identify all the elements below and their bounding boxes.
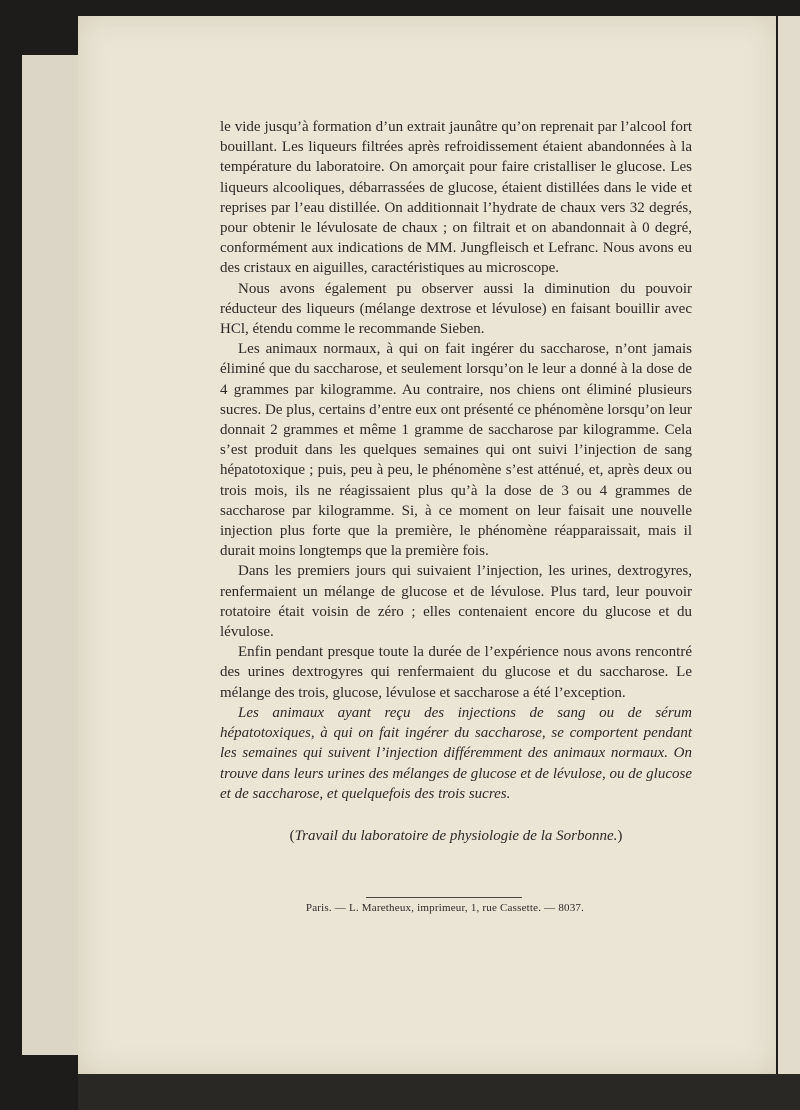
body-text [220, 117, 692, 846]
facing-page-edge [778, 16, 800, 1074]
imprint-divider [366, 897, 522, 898]
credit-close-paren: ) [617, 827, 623, 844]
paragraph: Dans les premiers jours qui suivaient l’injection, les urines, dextrogyres, renfermaient un mélange de glucose et de lévulose. Plus tard, leur pouvoir rotatoire était voisin de zéro ; elles contenaient encore du glucose et du lévulose. [220, 563, 692, 641]
paragraph: Nous avons également pu observer aussi la diminution du pouvoir réducteur des liqueurs (mélange dextrose et lévulose) en faisant bouillir avec HCl, étendu comme le recommande Sieben. [220, 280, 692, 338]
laboratory-credit [220, 826, 692, 846]
paragraph: Enfin pendant presque toute la durée de l’expérience nous avons rencontré des urines dextrogyres qui renfermaient du glucose et du saccharose. Le mélange des trois, glucose, lévulose et saccharose a été l’exception. [220, 644, 692, 701]
paragraph: le vide jusqu’à formation d’un extrait jaunâtre qu’on reprenait par l’alcool fort bouillant. Les liqueurs filtrées après refroidissement étaient abandonnées à la température du laboratoire. On amorçait pour faire cristalliser le glucose. Les liqueurs alcooliques, débarrassées de glucose, étaient distillées dans le vide et reprises par l’eau distillée. On additionnait l’hydrate de chaux vers 32 degrés, pour obtenir le lévulosate de chaux ; on filtrait et on abandonnait à 0 degré, conformément aux indications de MM. Jungfleisch et Lefranc. Nous avons eu des cristaux en aiguilles, caractéristiques au microscope. [220, 119, 692, 277]
credit-open-paren: ( [289, 827, 295, 844]
scan-border [78, 1074, 800, 1110]
paragraph: Les animaux normaux, à qui on fait ingérer du saccharose, n’ont jamais éliminé que du saccharose, et seulement lorsqu’on le leur a donné à la dose de 4 grammes par kilogramme. Au contraire, nos chiens ont éliminé plusieurs sucres. De plus, certains d’entre eux ont présenté ce phénomène lorsqu’on leur donnait 2 grammes et même 1 gramme de saccharose par kilogramme. Cela s’est produit dans les quelques semaines qui ont suivi l’injection de sang hépatotoxique ; puis, peu à peu, le phénomène s’est atténué, et, après deux ou trois mois, ils ne réagissaient plus qu’à la dose de 3 ou 4 grammes de saccharose par kilogramme. Si, à ce moment on leur faisait une nouvelle injection plus forte que la première, le phénomène réapparaissait, mais il durait moins longtemps que la première fois. [220, 341, 692, 560]
printer-imprint: Paris. — L. Maretheux, imprimeur, 1, rue Cassette. — 8037. [305, 902, 585, 914]
conclusion-paragraph: Les animaux ayant reçu des injections de sang ou de sérum hépatotoxiques, à qui on fait ingérer du saccharose, se comportent pendant les semaines qui suivent l’injection différemment des animaux normaux. On trouve dans leurs urines des mélanges de glucose et de lévulose, ou de glucose et de saccharose, et quelquefois des trois sucres. [220, 704, 692, 802]
credit-text: Travail du laboratoire de physiologie de la Sorbonne. [294, 827, 618, 844]
